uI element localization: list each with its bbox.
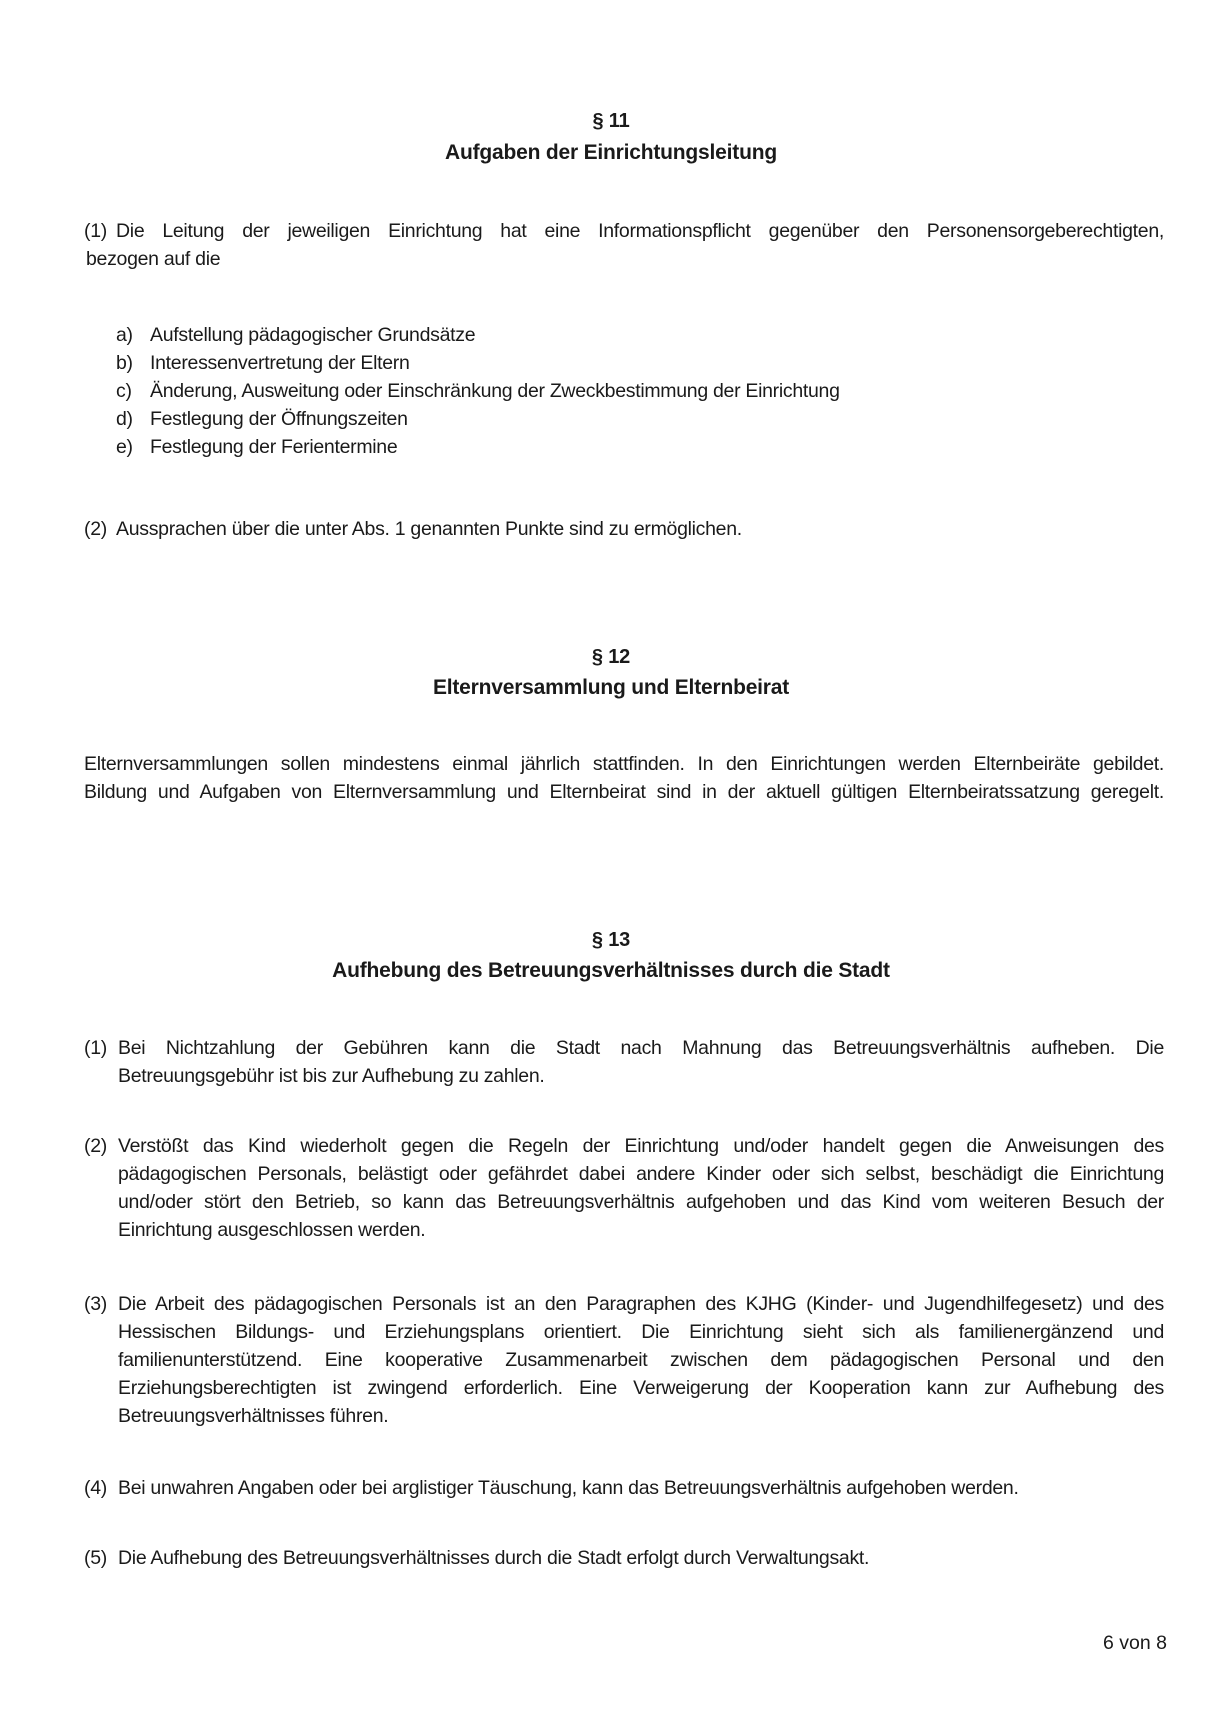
paragraph-line: Die Aufhebung des Betreuungsverhältnisses durch die Stadt erfolgt durch Verwaltungsakt.: [118, 1547, 870, 1569]
page-number: 6 von 8: [1103, 1632, 1167, 1654]
paragraph-line: Die Arbeit des pädagogischen Personals ist an den Paragraphen des KJHG (Kinder- und Jugendhilfegesetz) und des: [118, 1293, 1164, 1315]
section-11-title: Aufgaben der Einrichtungsleitung: [445, 141, 777, 164]
list-item-letter: c): [116, 380, 132, 402]
paragraph-line: Bei unwahren Angaben oder bei arglistiger Täuschung, kann das Betreuungsverhältnis aufgehoben werden.: [118, 1477, 1019, 1499]
section-13-paragraph-1: [84, 1034, 1164, 1094]
list-item-letter: a): [116, 324, 133, 346]
paragraph-line: Erziehungsberechtigten ist zwingend erforderlich. Eine Verweigerung der Kooperation kann zur Aufhebung des: [118, 1377, 1164, 1399]
section-11-number: § 11: [592, 110, 630, 132]
list-item-text: Aufstellung pädagogischer Grundsätze: [150, 324, 476, 346]
paragraph-line: und/oder stört den Betrieb, so kann das Betreuungsverhältnis aufgehoben und das Kind vom weiteren Besuch der: [118, 1191, 1164, 1213]
paragraph-number: (1): [84, 220, 107, 242]
paragraph-line: Betreuungsgebühr ist bis zur Aufhebung zu zahlen.: [118, 1065, 545, 1087]
section-12-paragraph: [84, 750, 1164, 806]
paragraph-number: (1): [84, 1037, 107, 1059]
paragraph-line: Aussprachen über die unter Abs. 1 genannten Punkte sind zu ermöglichen.: [116, 518, 742, 540]
section-13-title: Aufhebung des Betreuungsverhältnisses durch die Stadt: [332, 959, 890, 982]
list-item-letter: e): [116, 436, 133, 458]
list-item-text: Festlegung der Ferientermine: [150, 436, 398, 458]
paragraph-line: Hessischen Bildungs- und Erziehungsplans orientiert. Die Einrichtung sieht sich als familienergänzend und: [118, 1321, 1164, 1343]
paragraph-number: (5): [84, 1547, 107, 1569]
paragraph-number: (2): [84, 518, 107, 540]
paragraph-line: Bildung und Aufgaben von Elternversammlung und Elternbeirat sind in der aktuell gültigen Elternbeiratssatzung geregelt.: [84, 781, 1164, 803]
paragraph-line: familienunterstützend. Eine kooperative Zusammenarbeit zwischen dem pädagogischen Personal und den: [118, 1349, 1164, 1371]
paragraph-line: pädagogischen Personals, belästigt oder gefährdet dabei andere Kinder oder sich selbst, beschädigt die Einrichtung: [118, 1163, 1164, 1185]
list-item-text: Festlegung der Öffnungszeiten: [150, 408, 408, 430]
paragraph-line: Betreuungsverhältnisses führen.: [118, 1405, 389, 1427]
paragraph-number: (3): [84, 1293, 107, 1315]
paragraph-line: Die Leitung der jeweiligen Einrichtung hat eine Informationspflicht gegenüber den Personensorgeberechtigten,: [116, 220, 1164, 242]
list-item-letter: b): [116, 352, 133, 374]
paragraph-number: (4): [84, 1477, 107, 1499]
section-13-paragraph-4: [84, 1474, 1164, 1504]
section-13-number: § 13: [591, 929, 631, 951]
list-item-text: Änderung, Ausweitung oder Einschränkung der Zweckbestimmung der Einrichtung: [150, 380, 840, 402]
section-13-paragraph-3: [84, 1290, 1164, 1434]
section-13-paragraph-2: [84, 1132, 1164, 1248]
paragraph-line: Verstößt das Kind wiederholt gegen die Regeln der Einrichtung und/oder handelt gegen die Anweisungen des: [118, 1135, 1164, 1157]
paragraph-line: Bei Nichtzahlung der Gebühren kann die Stadt nach Mahnung das Betreuungsverhältnis aufheben. Die: [118, 1037, 1164, 1059]
paragraph-line: bezogen auf die: [86, 248, 221, 270]
section-12-title: Elternversammlung und Elternbeirat: [432, 676, 790, 699]
section-12-number: § 12: [591, 646, 631, 668]
paragraph-line: Elternversammlungen sollen mindestens einmal jährlich stattfinden. In den Einrichtungen werden Elternbeiräte gebildet.: [84, 753, 1164, 775]
paragraph-line: Einrichtung ausgeschlossen werden.: [118, 1219, 426, 1241]
paragraph-number: (2): [84, 1135, 107, 1157]
section-11-paragraph-1: [84, 217, 1164, 277]
list-item-letter: d): [116, 408, 133, 430]
section-11-paragraph-2: [84, 515, 1164, 545]
section-13-paragraph-5: [84, 1544, 1164, 1574]
list-item-text: Interessenvertretung der Eltern: [150, 352, 410, 374]
